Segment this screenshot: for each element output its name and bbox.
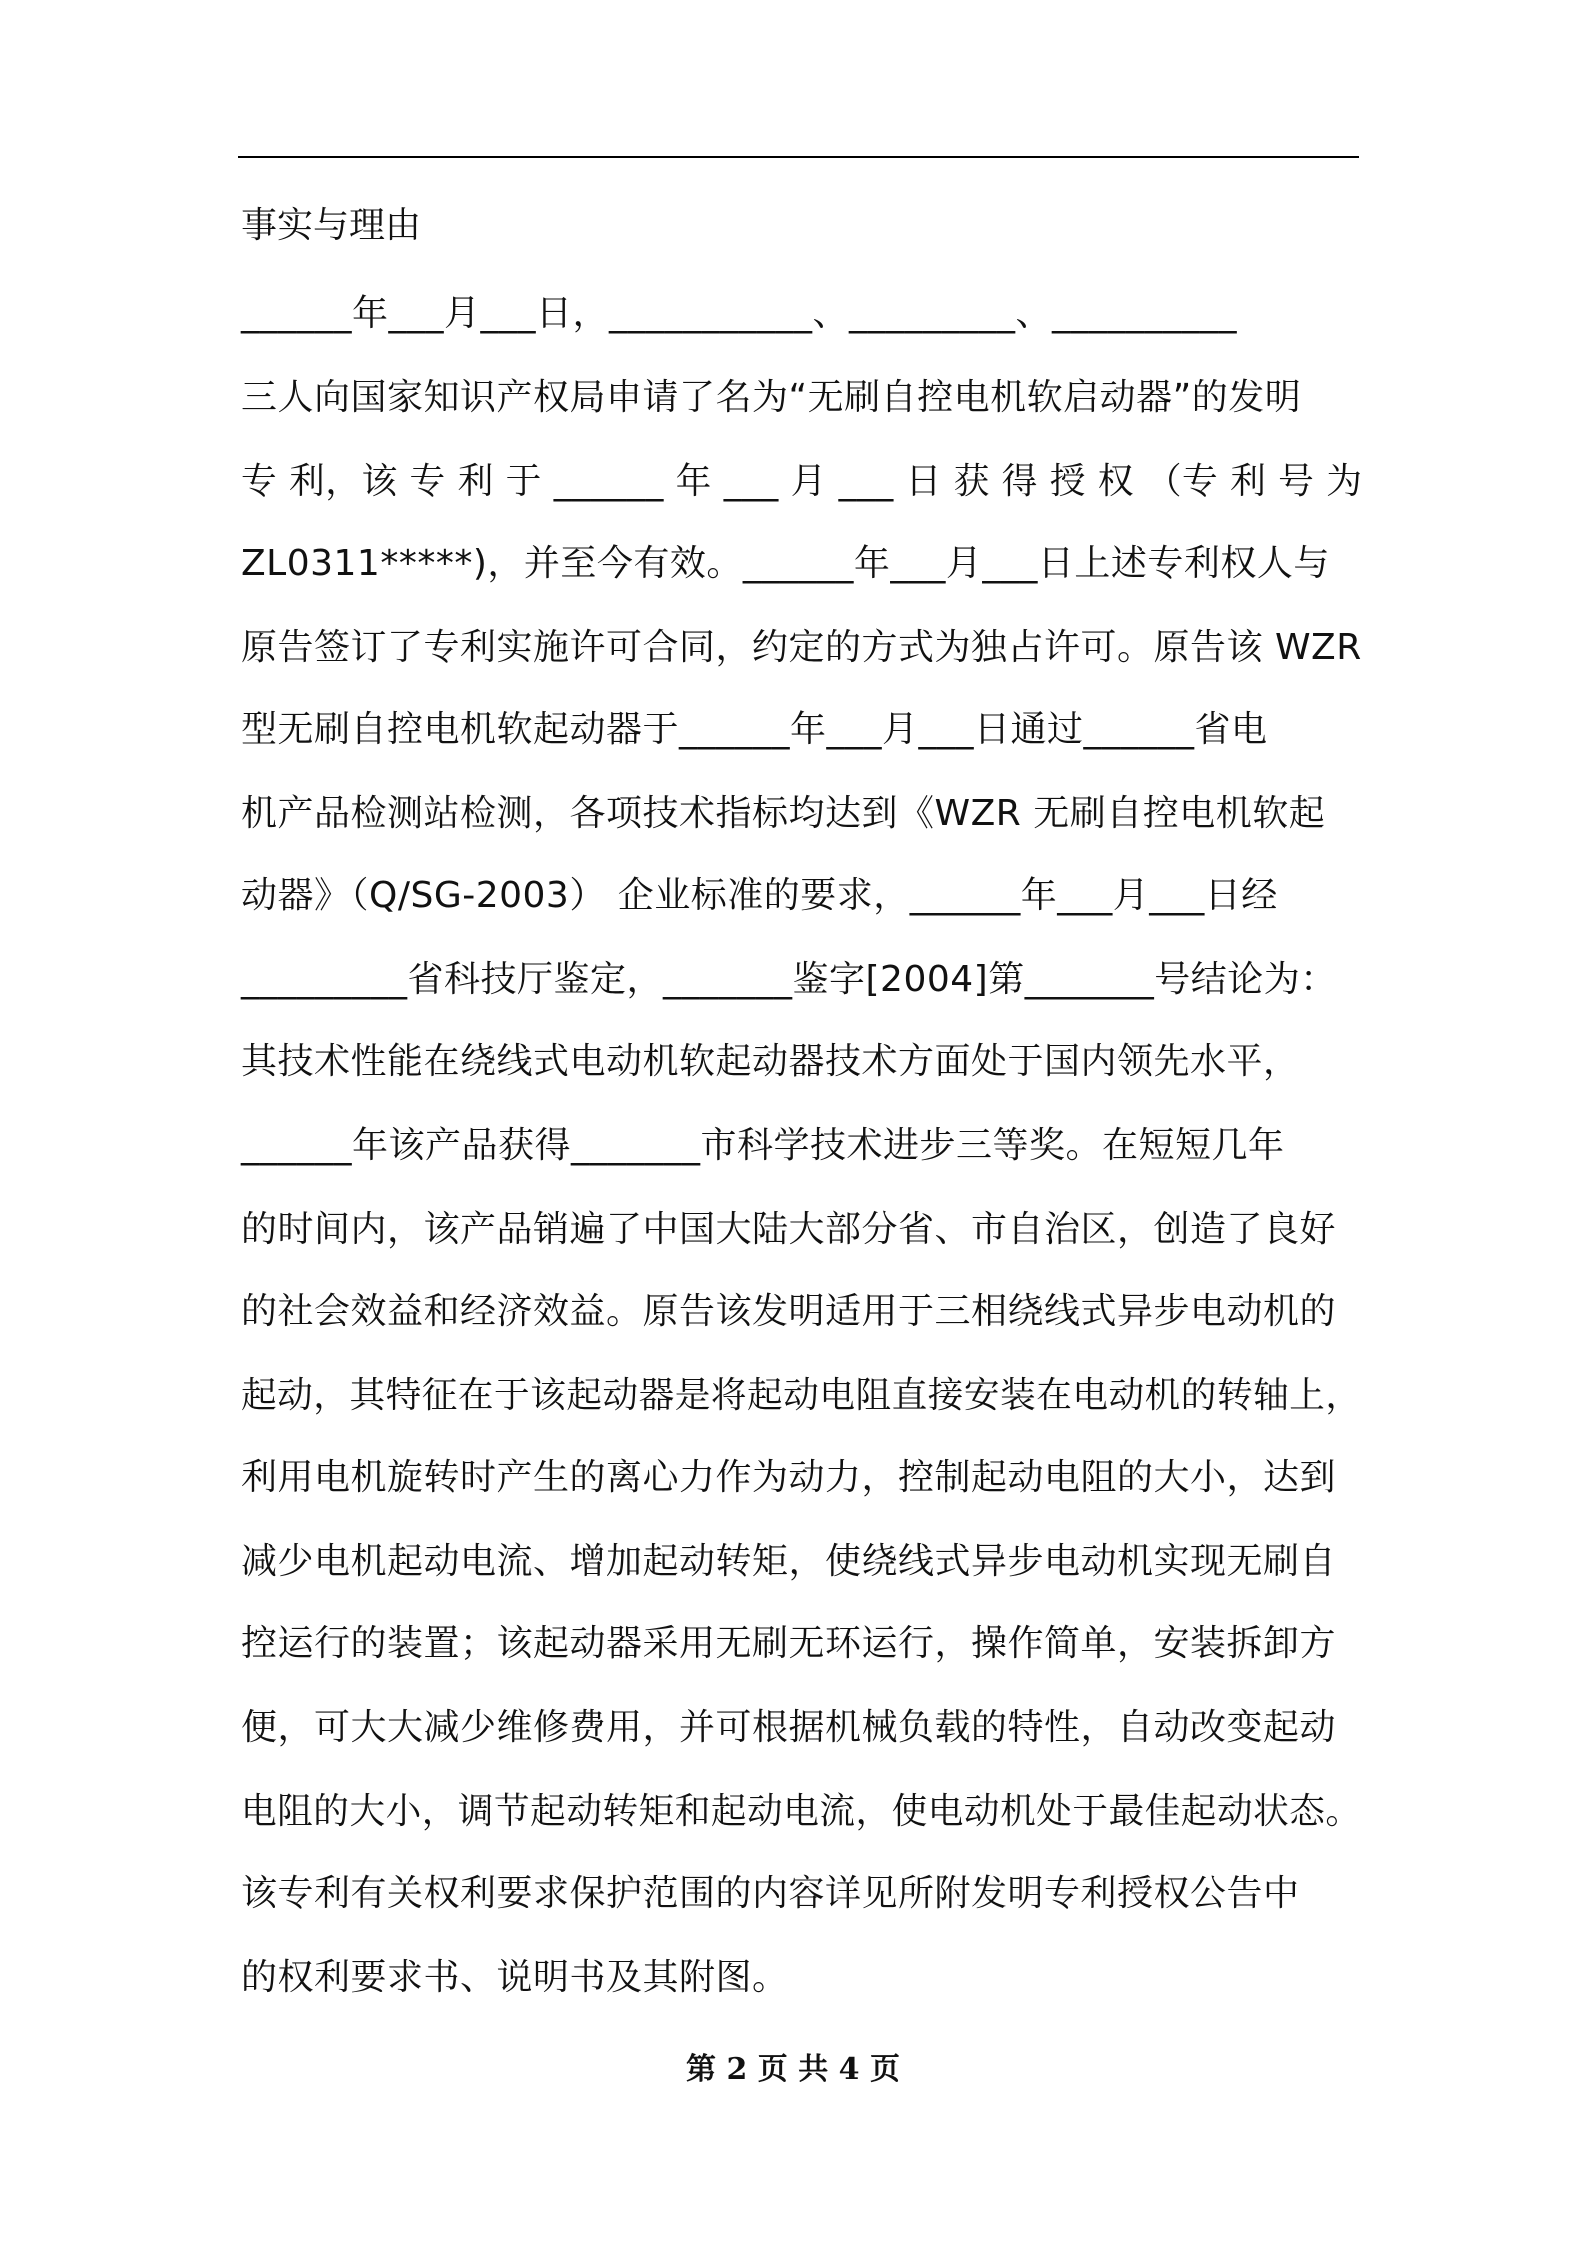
body-line-1: ______年___月___日，___________、_________、__________: [241, 293, 1238, 334]
body-line-8: 动器》（Q/SG-2003） 企业标准的要求，______年___月___日经: [241, 875, 1278, 916]
body-line-16: 减少电机起动电流、增加起动转矩，使绕线式异步电动机实现无刷自: [241, 1541, 1337, 1582]
page-footer: 第 2 页 共 4 页: [686, 2052, 900, 2087]
section-heading: 事实与理由: [241, 205, 422, 246]
body-line-5: 原告签订了专利实施许可合同，约定的方式为独占许可。原告该 WZR: [241, 627, 1362, 668]
body-line-20: 该专利有关权利要求保护范围的内容详见所附发明专利授权公告中: [241, 1873, 1300, 1914]
body-line-15: 利用电机旋转时产生的离心力作为动力，控制起动电阻的大小，达到: [241, 1457, 1337, 1498]
body-line-14: 起动，其特征在于该起动器是将起动电阻直接安装在电动机的转轴上，: [241, 1375, 1362, 1416]
body-line-9: _________省科技厅鉴定，_______鉴字[2004]第_______号结论为：: [241, 959, 1337, 1000]
body-line-10: 其技术性能在绕线式电动机软起动器技术方面处于国内领先水平，: [241, 1041, 1300, 1082]
body-line-21: 的权利要求书、说明书及其附图。: [241, 1957, 789, 1998]
body-line-6: 型无刷自控电机软起动器于______年___月___日通过______省电: [241, 709, 1268, 750]
body-line-12: 的时间内，该产品销遍了中国大陆大部分省、市自治区，创造了良好: [241, 1209, 1337, 1250]
body-line-11: ______年该产品获得_______市科学技术进步三等奖。在短短几年: [241, 1125, 1285, 1166]
body-line-19: 电阻的大小，调节起动转矩和起动电流，使电动机处于最佳起动状态。: [241, 1791, 1362, 1832]
body-line-3: 专 利，该 专 利 于 ______ 年 ___ 月 ___ 日 获 得 授 权 （专 利 号 为: [241, 461, 1363, 502]
body-line-18: 便，可大大减少维修费用，并可根据机械负载的特性，自动改变起动: [241, 1707, 1337, 1748]
body-line-4: ZL0311*****)，并至今有效。______年___月___日上述专利权人与: [241, 543, 1330, 584]
header-rule: [238, 156, 1359, 158]
body-line-7: 机产品检测站检测，各项技术指标均达到《WZR 无刷自控电机软起: [241, 793, 1326, 834]
body-line-2: 三人向国家知识产权局申请了名为“无刷自控电机软启动器”的发明: [241, 377, 1302, 418]
body-line-13: 的社会效益和经济效益。原告该发明适用于三相绕线式异步电动机的: [241, 1291, 1337, 1332]
body-line-17: 控运行的装置；该起动器采用无刷无环运行，操作简单，安装拆卸方: [241, 1623, 1337, 1664]
